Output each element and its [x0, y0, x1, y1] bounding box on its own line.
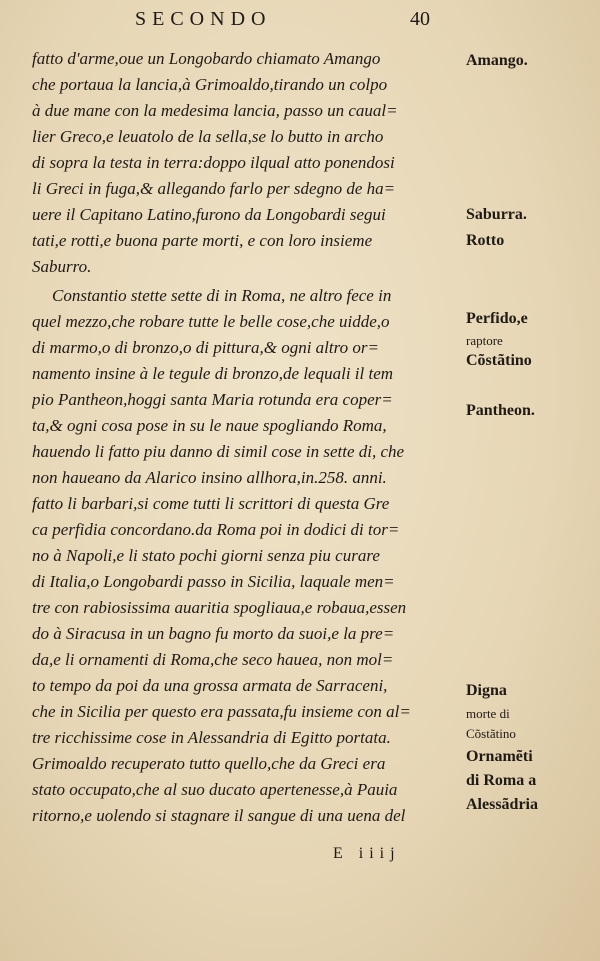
text-line: à due mane con la medesima lancia, passo un caual=: [32, 101, 398, 120]
margin-note: Ornamẽti: [466, 748, 533, 765]
margin-note: Amango.: [466, 52, 528, 69]
margin-note: Digna: [466, 682, 507, 699]
text-line: di Italia,o Longobardi passo in Sicilia, laquale men=: [32, 572, 395, 591]
paragraph-start-line: Constantio stette sette di in Roma, ne altro fece in: [52, 286, 392, 305]
margin-note: Rotto: [466, 232, 505, 249]
text-line: ta,& ogni cosa pose in su le naue spogliando Roma,: [32, 416, 387, 435]
text-line: fatto d'arme,oue un Longobardo chiamato Amango: [32, 49, 381, 68]
text-line: di marmo,o di bronzo,o di pittura,& ogni altro or=: [32, 338, 379, 357]
text-line: non haueano da Alarico insino allhora,in.258. anni.: [32, 468, 387, 487]
margin-note: Alessãdria: [466, 796, 538, 813]
text-line: do à Siracusa in un bagno fu morto da suoi,e la pre=: [32, 624, 395, 643]
text-line: quel mezzo,che robare tutte le belle cose,che uidde,o: [32, 312, 390, 331]
text-line: no à Napoli,e li stato pochi giorni senza piu curare: [32, 546, 380, 565]
folio-number: 40: [410, 8, 430, 30]
margin-note: Perfido,e: [466, 310, 528, 327]
text-line: stato occupato,che al suo ducato apertenesse,à Pauia: [32, 780, 398, 799]
text-line: tre con rabiosissima auaritia spogliaua,e robaua,essen: [32, 598, 407, 617]
text-line: di sopra la testa in terra:doppo ilqual atto ponendosi: [32, 153, 395, 172]
text-line: ritorno,e uolendo si stagnare il sangue di una uena del: [32, 806, 406, 825]
text-line: che portaua la lancia,à Grimoaldo,tirando un colpo: [32, 75, 388, 94]
text-line: ca perfidia concordano.da Roma poi in dodici di tor=: [32, 520, 400, 539]
text-line: tati,e rotti,e buona parte morti, e con loro insieme: [32, 231, 373, 250]
text-line: che in Sicilia per questo era passata,fu insieme con al=: [32, 702, 411, 721]
running-head: SECONDO: [135, 8, 272, 30]
margin-note: morte di: [466, 706, 510, 721]
text-line: uere il Capitano Latino,furono da Longobardi segui: [32, 205, 386, 224]
margin-note: Cõstãtino: [466, 352, 532, 369]
text-line: li Greci in fuga,& allegando farlo per sdegno de ha=: [32, 179, 396, 198]
text-line: Saburro.: [32, 257, 92, 276]
text-line: to tempo da poi da una grossa armata de Sarraceni,: [32, 676, 388, 695]
margin-note: di Roma a: [466, 772, 537, 789]
text-line: da,e li ornamenti di Roma,che seco hauea, non mol=: [32, 650, 394, 669]
margin-note: Pantheon.: [466, 402, 535, 419]
text-line: lier Greco,e leuatolo de la sella,se lo butto in archo: [32, 127, 384, 146]
margin-note: raptore: [466, 333, 503, 348]
signature-mark: E iiij: [333, 845, 401, 862]
margin-note: Cõstãtino: [466, 726, 516, 741]
text-line: hauendo li fatto piu danno di simil cose in sette di, che: [32, 442, 405, 461]
text-line: Grimoaldo recuperato tutto quello,che da Greci era: [32, 754, 386, 773]
text-line: tre ricchissime cose in Alessandria di Egitto portata.: [32, 728, 391, 747]
text-line: fatto li barbari,si come tutti li scrittori di questa Gre: [32, 494, 390, 513]
text-line: pio Pantheon,hoggi santa Maria rotunda era coper=: [32, 390, 393, 409]
text-line: namento insine à le tegule di bronzo,de lequali il tem: [32, 364, 394, 383]
margin-note: Saburra.: [466, 206, 527, 223]
